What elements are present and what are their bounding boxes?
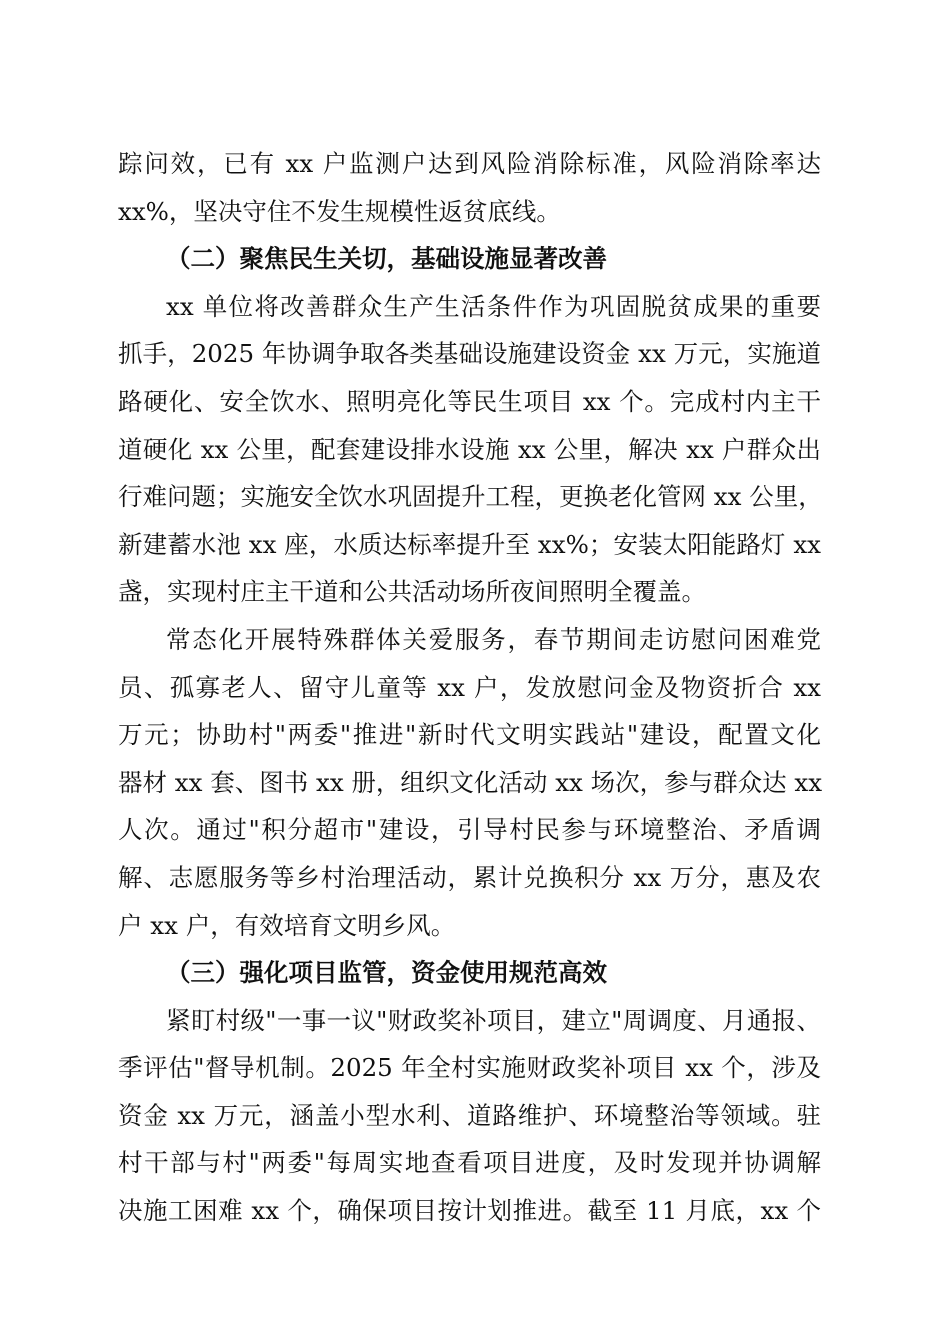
- body-text-line: 道硬化 xx 公里，配套建设排水设施 xx 公里，解决 xx 户群众出: [118, 434, 821, 464]
- body-text-line: 决施工困难 xx 个，确保项目按计划推进。截至 11 月底，xx 个: [118, 1196, 821, 1226]
- body-text-line: 万元；协助村"两委"推进"新时代文明实践站"建设，配置文化: [118, 720, 821, 750]
- paragraph-first-line: xx 单位将改善群众生产生活条件作为巩固脱贫成果的重要: [166, 291, 821, 321]
- body-text-line: 踪问效，已有 xx 户监测户达到风险消除标准，风险消除率达: [118, 149, 821, 178]
- body-text-line: 人次。通过"积分超市"建设，引导村民参与环境整治、矛盾调: [118, 815, 821, 845]
- body-text-line: 行难问题；实施安全饮水巩固提升工程，更换老化管网 xx 公里，: [118, 482, 823, 512]
- body-text-line: 盏，实现村庄主干道和公共活动场所夜间照明全覆盖。: [118, 577, 706, 607]
- paragraph-first-line: 常态化开展特殊群体关爱服务，春节期间走访慰问困难党: [166, 624, 821, 654]
- body-text-line: 解、志愿服务等乡村治理活动，累计兑换积分 xx 万分，惠及农: [118, 862, 821, 892]
- body-text-line: 资金 xx 万元，涵盖小型水利、道路维护、环境整治等领域。驻: [118, 1100, 821, 1130]
- body-text-line: 季评估"督导机制。2025 年全村实施财政奖补项目 xx 个，涉及: [118, 1053, 821, 1083]
- body-text-line: 路硬化、安全饮水、照明亮化等民生项目 xx 个。完成村内主干: [118, 386, 821, 416]
- body-text-line: 新建蓄水池 xx 座，水质达标率提升至 xx%；安装太阳能路灯 xx: [118, 529, 821, 559]
- body-text-line: xx%，坚决守住不发生规模性返贫底线。: [118, 196, 561, 226]
- body-text-line: 村干部与村"两委"每周实地查看项目进度，及时发现并协调解: [118, 1148, 821, 1178]
- body-text-line: 户 xx 户，有效培育文明乡风。: [118, 910, 456, 940]
- paragraph-first-line: 紧盯村级"一事一议"财政奖补项目，建立"周调度、月通报、: [166, 1005, 821, 1035]
- body-text-line: 员、孤寡老人、留守儿童等 xx 户，发放慰问金及物资折合 xx: [118, 672, 821, 702]
- body-text-line: 器材 xx 套、图书 xx 册，组织文化活动 xx 场次，参与群众达 xx: [118, 767, 823, 797]
- section-heading: （二）聚焦民生关切，基础设施显著改善: [166, 244, 607, 274]
- body-text-line: 抓手，2025 年协调争取各类基础设施建设资金 xx 万元，实施道: [118, 339, 821, 369]
- section-heading: （三）强化项目监管，资金使用规范高效: [166, 958, 607, 988]
